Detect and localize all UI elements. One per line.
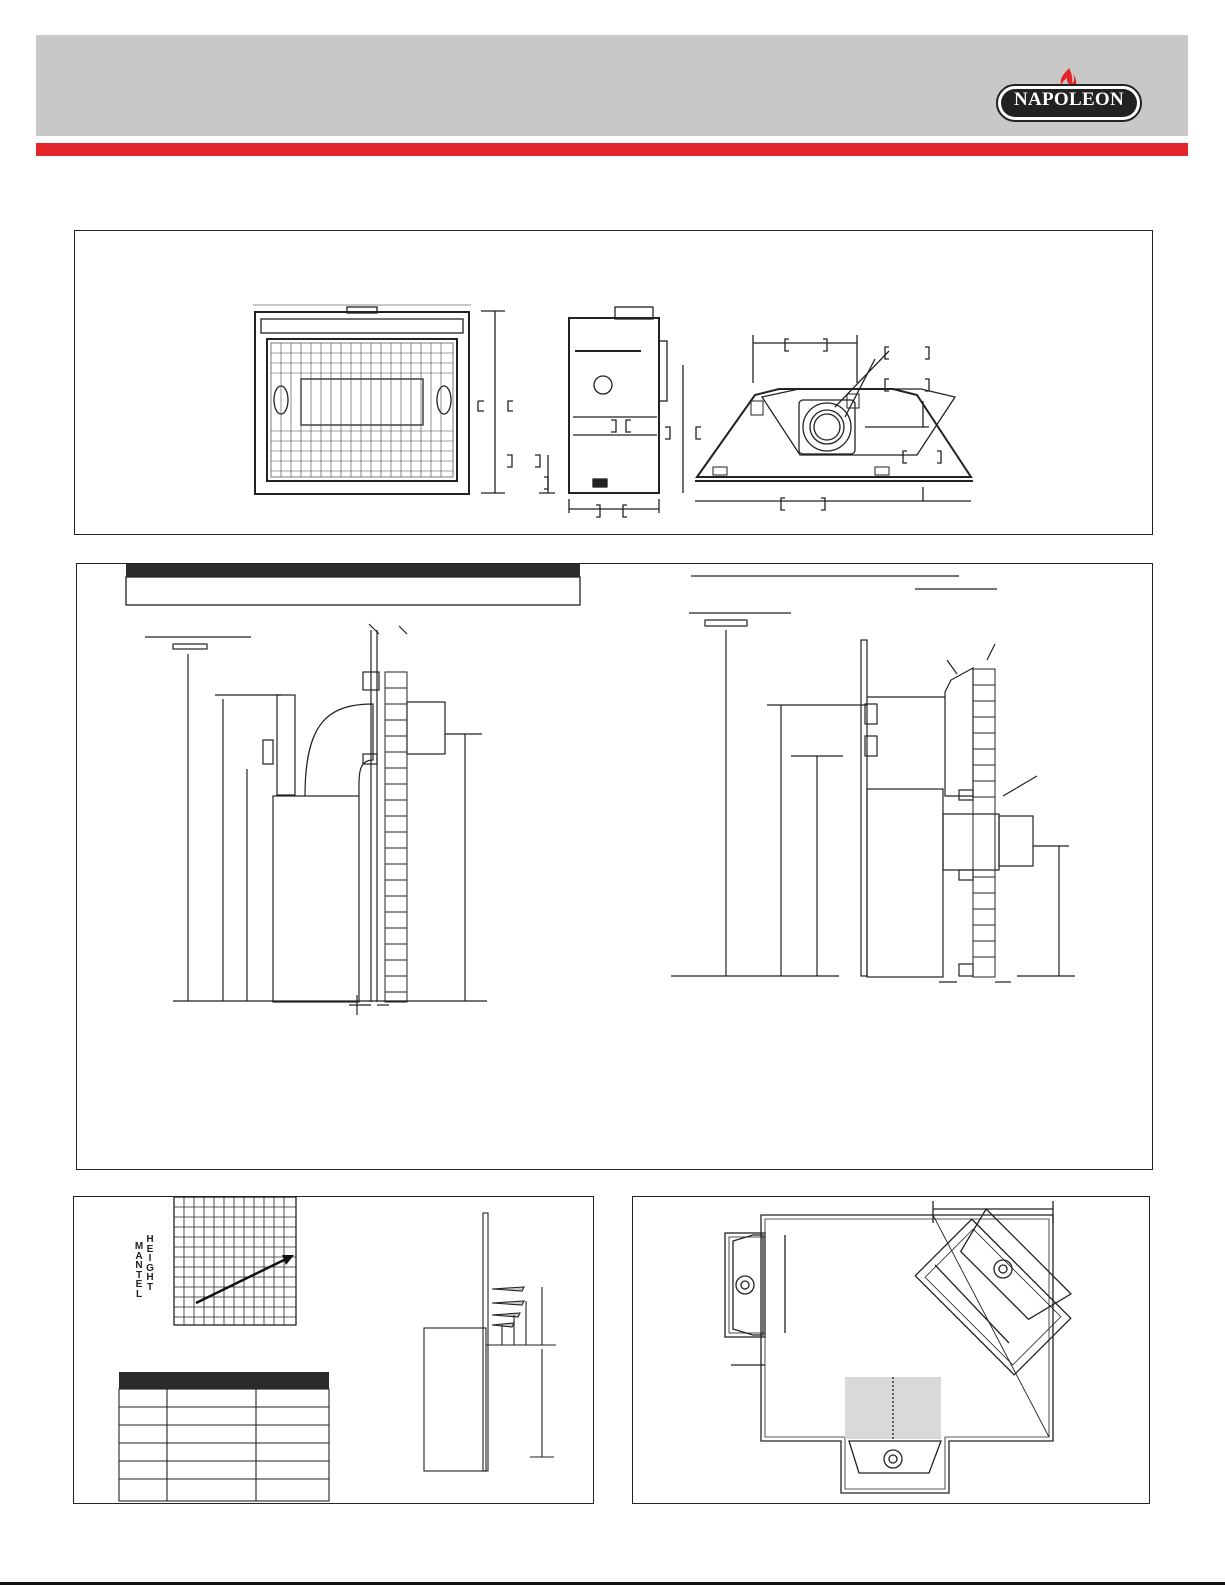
room-placement-panel <box>632 1196 1150 1504</box>
height-axis-label: H E I G H T <box>146 1234 154 1293</box>
mantel-axis-label: M A N T E L <box>134 1241 144 1300</box>
brand-name: NAPOLEON <box>1013 89 1125 110</box>
header-accent-bar <box>36 143 1188 156</box>
dimension-drawings <box>75 231 1152 534</box>
installation-drawings <box>77 564 1152 1169</box>
dimensions-panel <box>74 230 1153 535</box>
room-plan-drawing <box>633 1197 1149 1503</box>
mantel-clearance-panel <box>73 1196 594 1504</box>
installation-panel <box>76 563 1153 1170</box>
napoleon-logo <box>994 66 1144 126</box>
